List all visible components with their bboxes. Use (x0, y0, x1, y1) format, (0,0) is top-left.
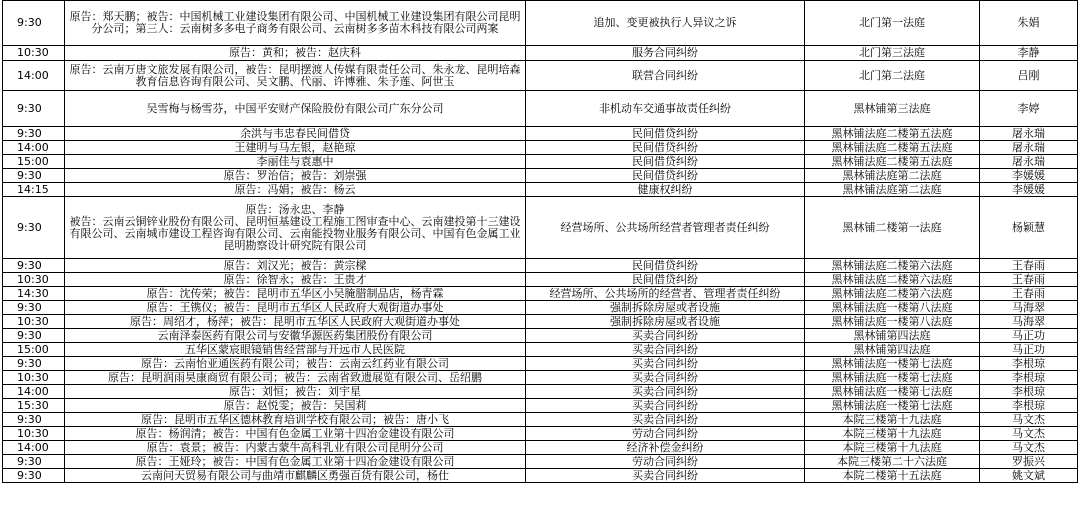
judge-cell: 吕刚 (980, 61, 1078, 91)
courtroom-cell: 黑林铺法庭二楼第六法庭 (805, 259, 980, 273)
table-row (3, 287, 1078, 301)
hearing-time-cell: 10:30 (3, 273, 65, 287)
courtroom-cell: 北门第一法庭 (805, 1, 980, 46)
hearing-time-cell: 9:30 (3, 413, 65, 427)
hearing-time-cell: 14:00 (3, 441, 65, 455)
table-row (3, 315, 1078, 329)
judge-cell: 马海翠 (980, 301, 1078, 315)
parties-cell: 原告：黄和；被告：赵庆科 (65, 46, 526, 61)
courtroom-cell: 黑林铺法庭二楼第五法庭 (805, 155, 980, 169)
parties-cell: 原告：刘恒；被告：刘宇星 (65, 385, 526, 399)
case-cause-cell: 民间借贷纠纷 (526, 259, 805, 273)
parties-cell: 云南问天贸易有限公司与曲靖市麒麟区勇强百货有限公司，杨仕 (65, 469, 526, 483)
parties-cell: 五华区蒙宸眼镜销售经营部与开远市人民医院 (65, 343, 526, 357)
case-cause-cell: 买卖合同纠纷 (526, 385, 805, 399)
judge-cell: 李媛媛 (980, 183, 1078, 197)
case-cause-cell: 买卖合同纠纷 (526, 399, 805, 413)
courtroom-cell: 黑林铺法庭二楼第五法庭 (805, 141, 980, 155)
case-cause-cell: 民间借贷纠纷 (526, 169, 805, 183)
judge-cell: 马海翠 (980, 315, 1078, 329)
judge-cell: 屠永瑞 (980, 141, 1078, 155)
parties-cell: 原告：周绍才，杨萍；被告：昆明市五华区人民政府大观街道办事处 (65, 315, 526, 329)
hearing-time-cell: 9:30 (3, 357, 65, 371)
judge-cell: 罗振兴 (980, 455, 1078, 469)
parties-cell: 原告：杨润清；被告：中国有色金属工业第十四冶金建设有限公司 (65, 427, 526, 441)
case-cause-cell: 民间借贷纠纷 (526, 155, 805, 169)
hearing-time-cell: 9:30 (3, 127, 65, 141)
courtroom-cell: 黑林铺法庭一楼第七法庭 (805, 399, 980, 413)
judge-cell: 王春雨 (980, 287, 1078, 301)
case-cause-cell: 非机动车交通事故责任纠纷 (526, 91, 805, 127)
table-row (3, 427, 1078, 441)
parties-cell: 原告：郑天鹏；被告：中国机械工业建设集团有限公司、中国机械工业建设集团有限公司昆明分公司；第三人：云南树多多电子商务有限公司、云南树多多苗木科技有限公司两案 (65, 1, 526, 46)
table-row (3, 385, 1078, 399)
judge-cell: 屠永瑞 (980, 127, 1078, 141)
courtroom-cell: 黑林铺法庭第二法庭 (805, 183, 980, 197)
hearing-time-cell: 9:30 (3, 169, 65, 183)
table-row (3, 141, 1078, 155)
parties-cell: 原告：昆明润雨昊康商贸有限公司；被告：云南省致遗展览有限公司、岳绍鹏 (65, 371, 526, 385)
parties-cell: 原告：云南万唐文旅发展有限公司，被告：昆明摆渡人传媒有限责任公司、朱永龙、昆明培森教育信息咨询有限公司、吴文鹏、代丽、许博雅、朱予莲、阿世玉 (65, 61, 526, 91)
case-cause-cell: 民间借贷纠纷 (526, 141, 805, 155)
case-cause-cell: 经济补偿金纠纷 (526, 441, 805, 455)
parties-cell: 原告：赵悦雯；被告：吴国莉 (65, 399, 526, 413)
judge-cell: 王春雨 (980, 259, 1078, 273)
judge-cell: 杨颖慧 (980, 197, 1078, 259)
hearing-time-cell: 14:15 (3, 183, 65, 197)
case-cause-cell: 买卖合同纠纷 (526, 357, 805, 371)
parties-cell: 原告：徐智永；被告：王贵才 (65, 273, 526, 287)
table-row (3, 183, 1078, 197)
case-cause-cell: 劳动合同纠纷 (526, 455, 805, 469)
courtroom-cell: 北门第三法庭 (805, 46, 980, 61)
judge-cell: 李根琼 (980, 371, 1078, 385)
judge-cell: 李媛媛 (980, 169, 1078, 183)
hearing-time-cell: 14:30 (3, 287, 65, 301)
hearing-time-cell: 10:30 (3, 46, 65, 61)
courtroom-cell: 黑林铺法庭一楼第七法庭 (805, 371, 980, 385)
judge-cell: 李静 (980, 46, 1078, 61)
parties-cell: 原告：王娅玲；被告：中国有色金属工业第十四冶金建设有限公司 (65, 455, 526, 469)
case-cause-cell: 追加、变更被执行人异议之诉 (526, 1, 805, 46)
parties-cell: 李丽佳与袁惠中 (65, 155, 526, 169)
table-row (3, 259, 1078, 273)
table-row (3, 469, 1078, 483)
courtroom-cell: 黑林铺法庭二楼第五法庭 (805, 127, 980, 141)
table-row (3, 91, 1078, 127)
judge-cell: 李婷 (980, 91, 1078, 127)
courtroom-cell: 黑林铺法庭二楼第六法庭 (805, 287, 980, 301)
hearing-time-cell: 9:30 (3, 91, 65, 127)
case-cause-cell: 强制拆除房屋或者设施 (526, 301, 805, 315)
parties-cell: 原告：罗治信；被告：刘崇强 (65, 169, 526, 183)
courtroom-cell: 黑林铺法庭二楼第六法庭 (805, 273, 980, 287)
hearing-time-cell: 15:30 (3, 399, 65, 413)
hearing-time-cell: 10:30 (3, 427, 65, 441)
courtroom-cell: 本院三楼第十九法庭 (805, 427, 980, 441)
table-row (3, 61, 1078, 91)
judge-cell: 屠永瑞 (980, 155, 1078, 169)
courtroom-cell: 黑林铺法庭一楼第七法庭 (805, 357, 980, 371)
case-cause-cell: 健康权纠纷 (526, 183, 805, 197)
table-row (3, 46, 1078, 61)
courtroom-cell: 本院二楼第十五法庭 (805, 469, 980, 483)
courtroom-cell: 黑林铺法庭一楼第八法庭 (805, 301, 980, 315)
hearing-time-cell: 9:30 (3, 301, 65, 315)
parties-cell: 吴雪梅与杨雪芬，中国平安财产保险股份有限公司广东分公司 (65, 91, 526, 127)
case-cause-cell: 买卖合同纠纷 (526, 469, 805, 483)
hearing-time-cell: 14:00 (3, 385, 65, 399)
hearing-time-cell: 10:30 (3, 371, 65, 385)
table-row (3, 413, 1078, 427)
judge-cell: 马文杰 (980, 413, 1078, 427)
parties-cell: 余洪与韦忠春民间借贷 (65, 127, 526, 141)
hearing-time-cell: 14:00 (3, 61, 65, 91)
parties-cell: 原告：沈传荣；被告：昆明市五华区小吴腌腊制品店，杨青霖 (65, 287, 526, 301)
parties-cell: 原告：冯娟；被告：杨云 (65, 183, 526, 197)
case-cause-cell: 强制拆除房屋或者设施 (526, 315, 805, 329)
judge-cell: 马正功 (980, 343, 1078, 357)
judge-cell: 朱娟 (980, 1, 1078, 46)
case-cause-cell: 经营场所、公共场所经营者管理者责任纠纷 (526, 197, 805, 259)
parties-cell: 云南泽泰医药有限公司与安徽华源医药集团股份有限公司 (65, 329, 526, 343)
hearing-time-cell: 9:30 (3, 197, 65, 259)
case-cause-cell: 服务合同纠纷 (526, 46, 805, 61)
parties-cell: 原告：袁景；被告：内蒙古蒙牛高科乳业有限公司昆明分公司 (65, 441, 526, 455)
hearing-time-cell: 15:00 (3, 343, 65, 357)
parties-cell: 原告：昆明市五华区德林教育培训学校有限公司；被告：唐小飞 (65, 413, 526, 427)
courtroom-cell: 黑林铺第四法庭 (805, 343, 980, 357)
case-cause-cell: 经营场所、公共场所的经营者、管理者责任纠纷 (526, 287, 805, 301)
table-row (3, 399, 1078, 413)
table-row (3, 155, 1078, 169)
parties-cell: 原告：汤永忠、李静 被告：云南云铜锌业股份有限公司、昆明恒基建设工程施工图审查中心、云南建投第十三建设有限公司、云南城市建设工程咨询有限公司、云南能投物业服务有限公司、中国有色金属工业昆明勘察设计研究院有限公司 (65, 197, 526, 259)
judge-cell: 姚文斌 (980, 469, 1078, 483)
hearing-time-cell: 9:30 (3, 469, 65, 483)
table-row (3, 301, 1078, 315)
courtroom-cell: 本院三楼第十九法庭 (805, 441, 980, 455)
case-cause-cell: 买卖合同纠纷 (526, 329, 805, 343)
table-row (3, 441, 1078, 455)
table-row (3, 273, 1078, 287)
parties-cell: 王建明与马左银，赵艳琼 (65, 141, 526, 155)
case-cause-cell: 买卖合同纠纷 (526, 343, 805, 357)
judge-cell: 李根琼 (980, 399, 1078, 413)
parties-cell: 原告：刘汉光；被告：黄宗樑 (65, 259, 526, 273)
judge-cell: 王春雨 (980, 273, 1078, 287)
table-row (3, 1, 1078, 46)
courtroom-cell: 本院三楼第二十六法庭 (805, 455, 980, 469)
table-row (3, 329, 1078, 343)
parties-cell: 原告：王镌仪；被告：昆明市五华区人民政府大观街道办事处 (65, 301, 526, 315)
hearing-time-cell: 9:30 (3, 329, 65, 343)
judge-cell: 李根琼 (980, 385, 1078, 399)
courtroom-cell: 北门第二法庭 (805, 61, 980, 91)
table-body (3, 1, 1078, 483)
table-row (3, 455, 1078, 469)
parties-cell: 原告：云南怡亚通医药有限公司；被告：云南云红药业有限公司 (65, 357, 526, 371)
case-cause-cell: 民间借贷纠纷 (526, 127, 805, 141)
hearing-time-cell: 9:30 (3, 1, 65, 46)
case-cause-cell: 买卖合同纠纷 (526, 371, 805, 385)
table-row (3, 169, 1078, 183)
case-cause-cell: 劳动合同纠纷 (526, 427, 805, 441)
hearing-schedule-table (2, 0, 1078, 483)
hearing-time-cell: 9:30 (3, 455, 65, 469)
courtroom-cell: 本院三楼第十九法庭 (805, 413, 980, 427)
hearing-time-cell: 15:00 (3, 155, 65, 169)
courtroom-cell: 黑林铺第四法庭 (805, 329, 980, 343)
courtroom-cell: 黑林铺法庭一楼第七法庭 (805, 385, 980, 399)
hearing-time-cell: 14:00 (3, 141, 65, 155)
judge-cell: 马文杰 (980, 441, 1078, 455)
case-cause-cell: 民间借贷纠纷 (526, 273, 805, 287)
hearing-time-cell: 9:30 (3, 259, 65, 273)
courtroom-cell: 黑林铺法庭一楼第八法庭 (805, 315, 980, 329)
judge-cell: 李根琼 (980, 357, 1078, 371)
table-row (3, 197, 1078, 259)
table-row (3, 127, 1078, 141)
hearing-time-cell: 10:30 (3, 315, 65, 329)
table-row (3, 357, 1078, 371)
judge-cell: 马文杰 (980, 427, 1078, 441)
courtroom-cell: 黑林铺二楼第一法庭 (805, 197, 980, 259)
courtroom-cell: 黑林铺法庭第二法庭 (805, 169, 980, 183)
case-cause-cell: 买卖合同纠纷 (526, 413, 805, 427)
judge-cell: 马正功 (980, 329, 1078, 343)
table-row (3, 343, 1078, 357)
courtroom-cell: 黑林铺第三法庭 (805, 91, 980, 127)
case-cause-cell: 联营合同纠纷 (526, 61, 805, 91)
table-row (3, 371, 1078, 385)
